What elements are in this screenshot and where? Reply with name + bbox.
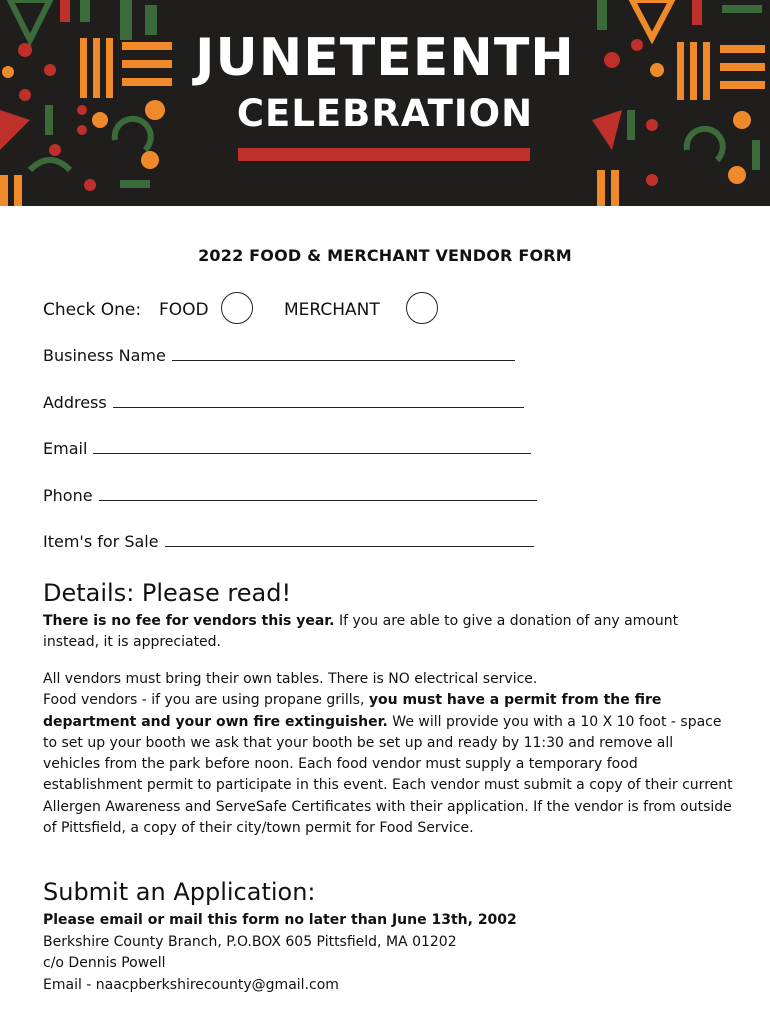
food-intro-text: Food vendors - if you are using propane grills, [43,692,369,709]
rules-paragraph [43,669,733,839]
address-input[interactable] [113,393,524,408]
food-radio[interactable] [221,292,253,324]
business-name-input[interactable] [172,346,515,361]
banner-title: JUNETEENTH [195,28,575,88]
items-field [43,532,534,551]
email-label: Email [43,439,88,458]
fee-bold-text: There is no fee for vendors this year. [43,613,335,629]
phone-input[interactable] [99,486,537,501]
banner-subtitle: CELEBRATION [236,92,534,135]
address-label: Address [43,393,107,412]
check-one-row [43,292,743,328]
business-name-field [43,346,515,365]
fee-paragraph [43,611,733,654]
submit-heading: Submit an Application: [43,878,316,906]
merchant-option-label: MERCHANT [284,300,380,320]
fee-text: If you are able to give a donation of any amount instead, it is appreciated. [43,613,679,651]
phone-label: Phone [43,486,93,505]
food-option-label: FOOD [159,300,209,320]
tables-text: All vendors must bring their own tables. There is NO electrical service. [43,671,538,687]
care-of-text: c/o Dennis Powell [43,955,166,971]
items-input[interactable] [165,532,534,547]
form-heading: 2022 FOOD & MERCHANT VENDOR FORM [198,246,572,265]
deadline-text: Please email or mail this form no later than June 13th, 2002 [43,912,517,928]
banner-underline [238,148,530,161]
email-input[interactable] [93,439,531,454]
business-name-label: Business Name [43,346,166,365]
header-banner [0,0,770,206]
details-heading: Details: Please read! [43,579,292,607]
permit-bold-text: you must have a permit from the fire department and your own fire extinguisher. [43,692,662,730]
food-rules-text: We will provide you with a 10 X 10 foot - space to set up your booth we ask that your booth be set up and ready by 11:30 and remove all vehicles from the park before noon. Each food vendor must supply a temporary food establishment permit to participate in this event. Each vendor must submit a copy of their current Allergen Awareness and ServeSafe Certificates with their application. If the vendor is from outside of Pittsfield, a copy of their city/town permit for Food Service. [43,713,733,837]
items-label: Item's for Sale [43,532,159,551]
mailing-address: Berkshire County Branch, P.O.BOX 605 Pittsfield, MA 01202 [43,933,457,950]
submit-details [43,910,517,996]
phone-field [43,486,537,505]
check-one-label: Check One: [43,300,142,320]
merchant-radio[interactable] [406,292,438,324]
contact-email[interactable]: Email - naacpberkshirecounty@gmail.com [43,976,339,993]
address-field [43,393,524,412]
food-vendor-text [43,690,733,839]
email-field [43,439,531,458]
